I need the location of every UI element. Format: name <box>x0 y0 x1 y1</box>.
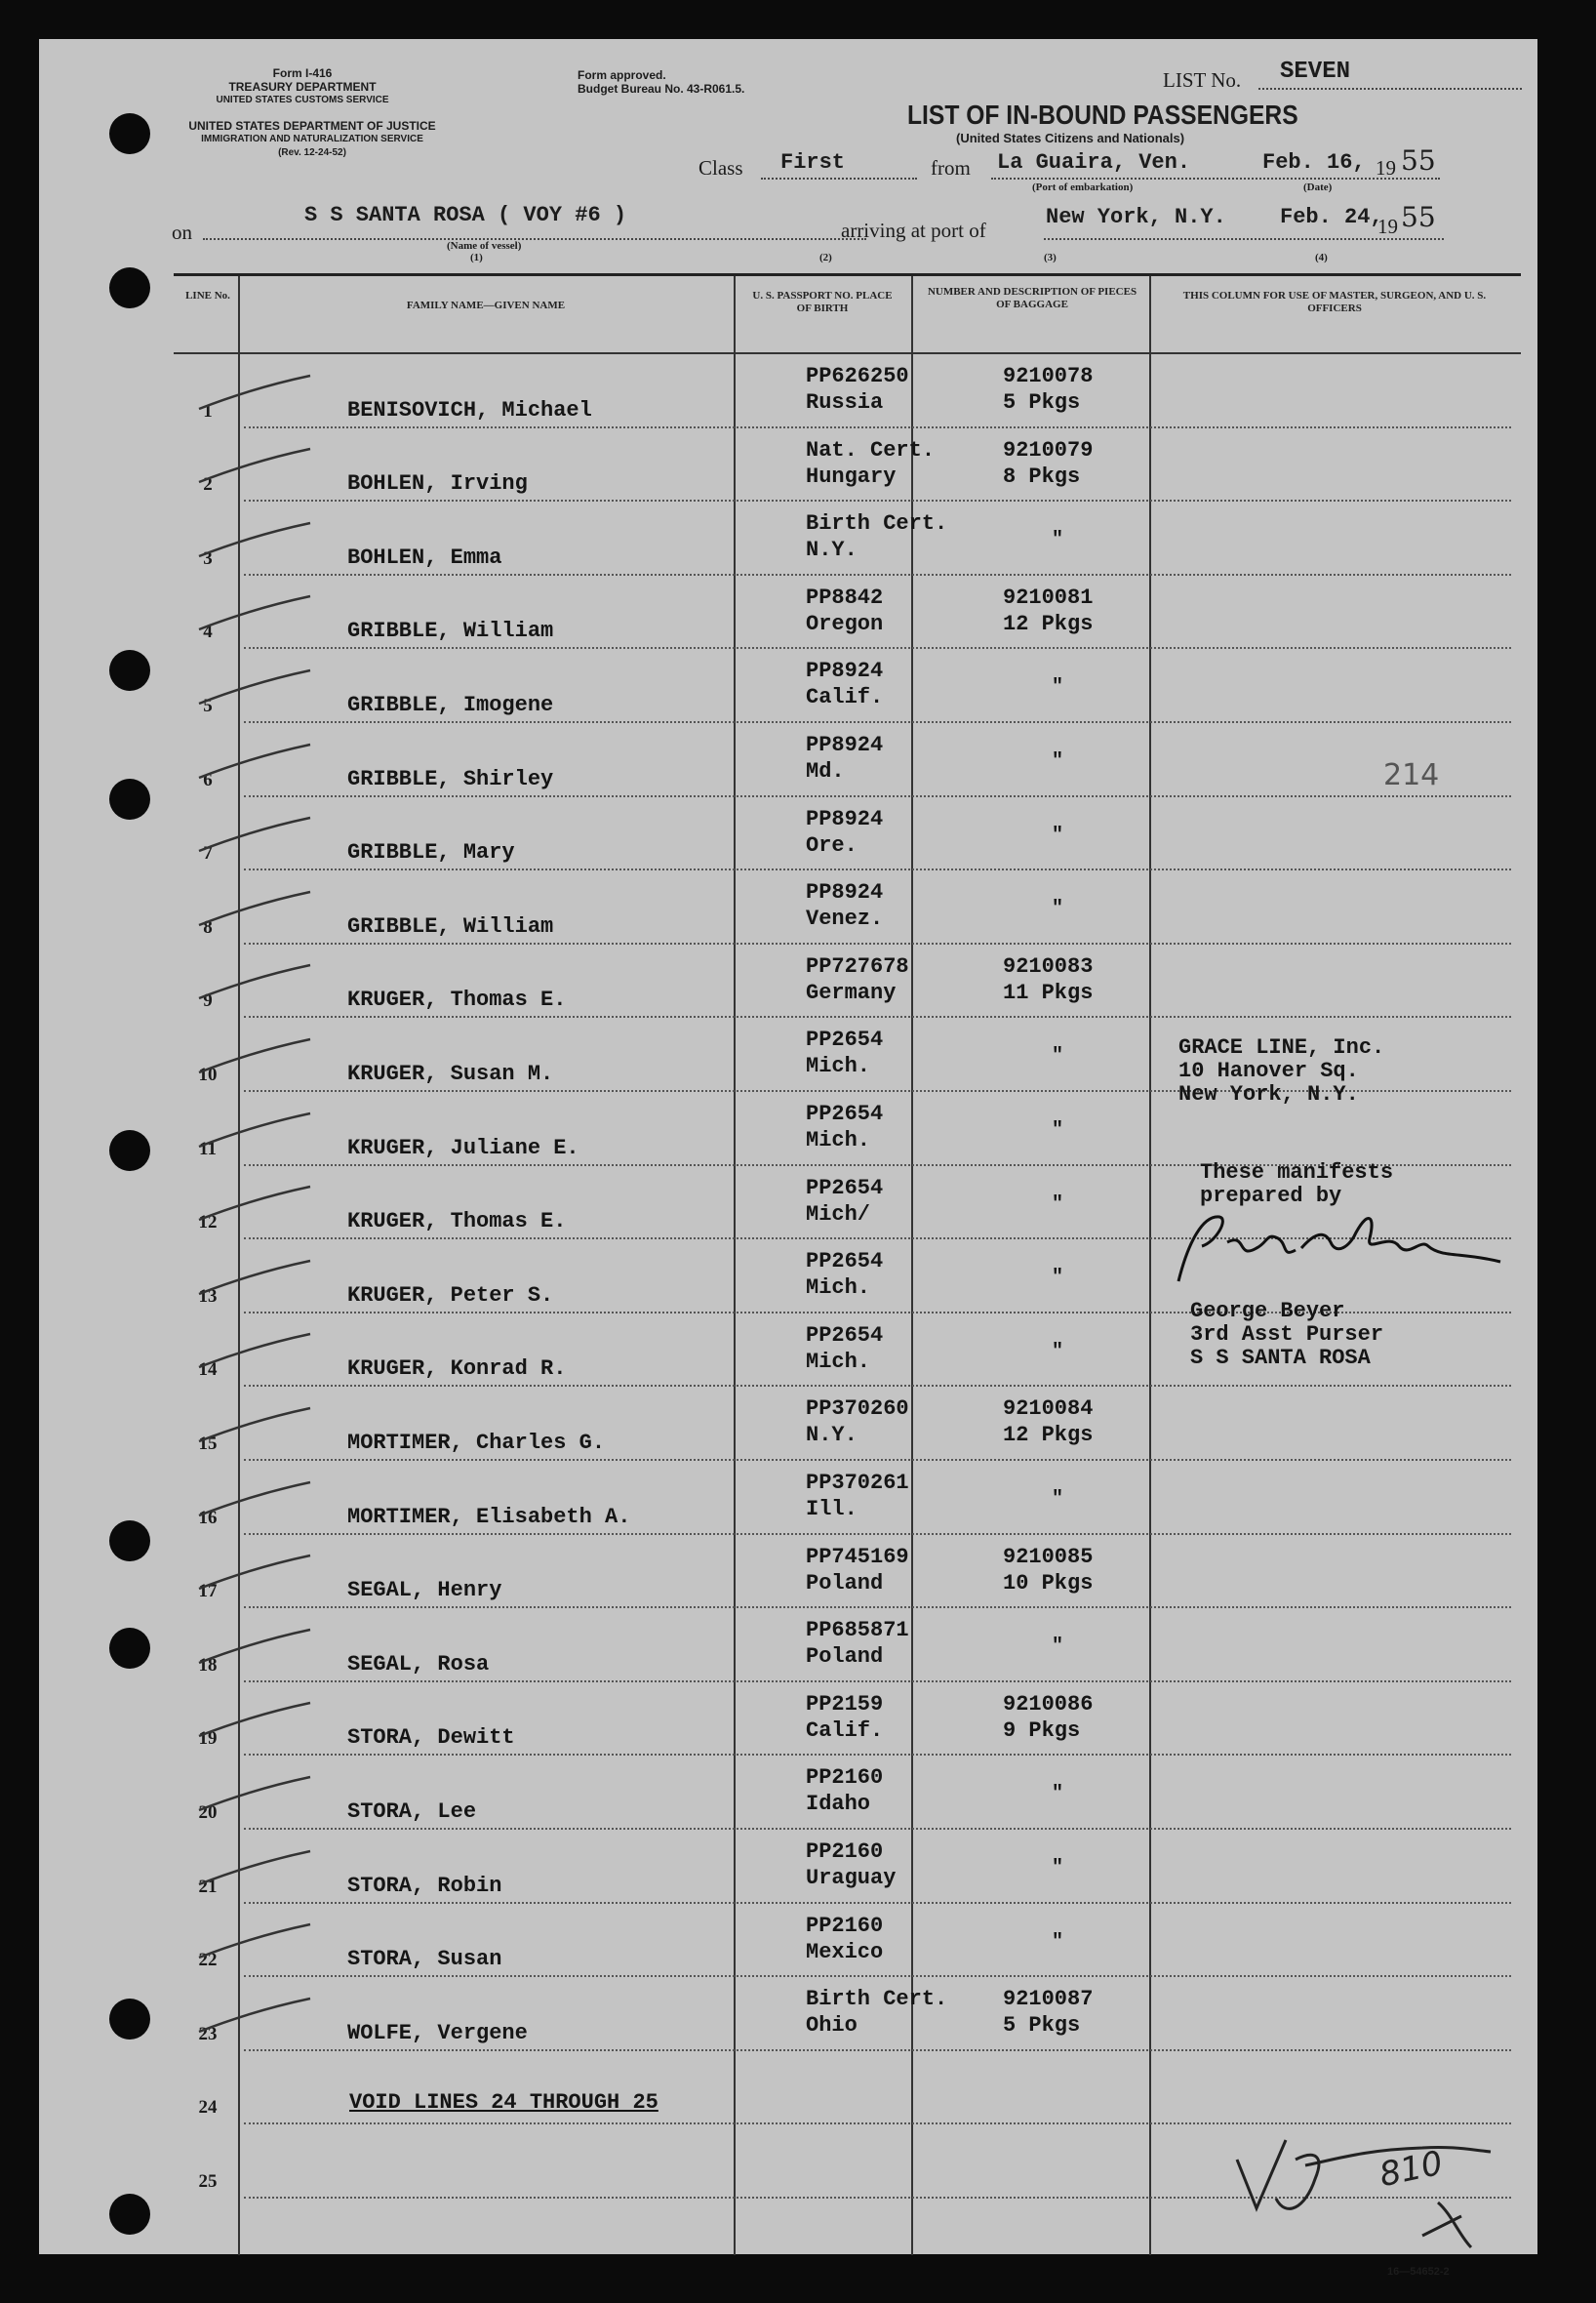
col1-caption: (1) <box>470 252 483 263</box>
inspector-check-mark <box>195 1771 312 1816</box>
baggage-number: 9210083 <box>1003 953 1094 979</box>
class-label: Class <box>698 156 743 180</box>
purser-title: 3rd Asst Purser <box>1190 1322 1384 1347</box>
col3-caption: (3) <box>1044 252 1057 263</box>
place-of-birth: Ill. <box>806 1497 858 1521</box>
line-number: 2 <box>203 474 213 496</box>
baggage-ditto: " <box>1052 1636 1064 1659</box>
place-of-birth: Mich/ <box>806 1201 871 1227</box>
baggage-pieces: 5 Pkgs <box>1003 2013 1081 2039</box>
col-header-line: LINE No. <box>185 290 230 302</box>
passenger-name: BOHLEN, Irving <box>347 471 528 497</box>
port-embarkation-caption: (Port of embarkation) <box>1032 182 1134 193</box>
baggage-number: 9210086 <box>1003 1691 1094 1717</box>
agency-block <box>176 66 429 107</box>
passport-number: PP8924 <box>806 659 884 684</box>
inspector-initials-mark <box>1227 2121 1510 2257</box>
line-number: 21 <box>198 1876 218 1897</box>
ins-service: IMMIGRATION AND NATURALIZATION SERVICE <box>201 134 423 144</box>
passenger-name: STORA, Lee <box>347 1798 477 1824</box>
inspector-check-mark <box>195 739 312 784</box>
vessel-caption: (Name of vessel) <box>447 240 522 252</box>
place-of-birth: Md. <box>806 759 845 784</box>
table-row <box>174 2051 1521 2125</box>
embarkation-year-prefix: 19 <box>1376 156 1396 180</box>
baggage-pieces: 8 Pkgs <box>1003 464 1081 489</box>
inspector-check-mark <box>195 1181 312 1226</box>
table-row <box>174 428 1521 503</box>
arriving-label: arriving at port of <box>841 219 986 242</box>
place-of-birth: Mich. <box>806 1128 871 1152</box>
place-of-birth: Mexico <box>806 1939 884 1964</box>
col-header-passport: U. S. PASSPORT NO. PLACE OF BIRTH <box>752 290 893 314</box>
passport-number: PP2654 <box>806 1249 884 1274</box>
baggage-ditto: " <box>1052 529 1064 552</box>
on-label: on <box>172 221 192 244</box>
passenger-name: KRUGER, Susan M. <box>347 1061 554 1086</box>
line-number: 10 <box>198 1064 218 1085</box>
line-number: 25 <box>198 2170 218 2192</box>
passport-number: PP2160 <box>806 1765 884 1791</box>
table-row <box>174 797 1521 871</box>
table-row <box>174 649 1521 723</box>
vessel-name: S S SANTA ROSA ( VOY #6 ) <box>304 203 627 227</box>
line-number: 17 <box>198 1581 218 1602</box>
baggage-ditto: " <box>1052 676 1064 700</box>
table-row <box>174 502 1521 576</box>
place-of-birth: Oregon <box>806 611 884 636</box>
list-label: LIST No. <box>1163 68 1242 92</box>
void-lines-note: VOID LINES 24 THROUGH 25 <box>349 2090 658 2116</box>
passenger-name: KRUGER, Peter S. <box>347 1282 554 1308</box>
inspector-check-mark <box>195 665 312 709</box>
passport-number: PP2654 <box>806 1102 884 1126</box>
binder-hole <box>109 2194 150 2235</box>
baggage-ditto: " <box>1052 1192 1064 1216</box>
passenger-name: MORTIMER, Elisabeth A. <box>347 1504 631 1529</box>
prepared-note-1: These manifests <box>1200 1160 1394 1185</box>
baggage-pieces: 10 Pkgs <box>1003 1570 1094 1596</box>
baggage-ditto: " <box>1052 1267 1064 1290</box>
form-approved: Form approved. <box>578 68 666 82</box>
line-number: 5 <box>203 695 213 716</box>
from-label: from <box>931 156 971 180</box>
agent-address: 10 Hanover Sq. <box>1178 1059 1359 1083</box>
binder-hole <box>109 1628 150 1669</box>
baggage-ditto: " <box>1052 1783 1064 1806</box>
baggage-pieces: 12 Pkgs <box>1003 611 1094 636</box>
passport-number: PP626250 <box>806 364 909 388</box>
table-row <box>174 1608 1521 1682</box>
line-number: 13 <box>198 1285 218 1307</box>
customs-service: UNITED STATES CUSTOMS SERVICE <box>216 95 389 105</box>
baggage-pieces: 9 Pkgs <box>1003 1717 1081 1743</box>
line-number: 9 <box>203 990 213 1012</box>
place-of-birth: Poland <box>806 1570 884 1596</box>
passport-number: PP8924 <box>806 733 884 757</box>
inspector-check-mark <box>195 1108 312 1152</box>
table-row <box>174 870 1521 945</box>
line-number: 16 <box>198 1507 218 1528</box>
class-value: First <box>780 150 846 175</box>
col-header-name: FAMILY NAME—GIVEN NAME <box>406 300 566 311</box>
passenger-name: STORA, Susan <box>347 1947 502 1972</box>
table-row <box>174 1830 1521 1904</box>
passenger-name: BENISOVICH, Michael <box>347 397 592 423</box>
line-number: 3 <box>203 547 213 569</box>
baggage-number: 9210084 <box>1003 1396 1094 1422</box>
place-of-birth: Idaho <box>806 1792 871 1817</box>
inspector-check-mark <box>195 1919 312 1963</box>
baggage-ditto: " <box>1052 824 1064 847</box>
passenger-name: KRUGER, Thomas E. <box>347 988 567 1013</box>
place-of-birth: Russia <box>806 390 884 415</box>
form-title: LIST OF IN-BOUND PASSENGERS <box>907 100 1298 130</box>
passenger-name: KRUGER, Thomas E. <box>347 1209 567 1234</box>
line-number: 24 <box>198 2097 218 2119</box>
line-number: 7 <box>203 843 213 865</box>
place-of-birth: Calif. <box>806 685 884 710</box>
place-of-birth: N.Y. <box>806 538 858 563</box>
justice-dept: UNITED STATES DEPARTMENT OF JUSTICE <box>188 119 436 133</box>
passport-number: Birth Cert. <box>806 1987 948 2012</box>
binder-hole <box>109 779 150 820</box>
baggage-ditto: " <box>1052 1930 1064 1954</box>
inspector-check-mark <box>195 443 312 488</box>
table-row <box>174 1756 1521 1830</box>
place-of-birth: Venez. <box>806 907 884 932</box>
arrival-date: Feb. 24, <box>1280 205 1383 229</box>
pencil-initials: 810 <box>1376 2143 1447 2196</box>
baggage-ditto: " <box>1052 1119 1064 1142</box>
table-row <box>174 576 1521 650</box>
line-number: 6 <box>203 769 213 790</box>
revision: (Rev. 12-24-52) <box>278 147 346 158</box>
line-number: 18 <box>198 1654 218 1676</box>
table-row <box>174 1387 1521 1461</box>
inspector-check-mark <box>195 1993 312 2038</box>
manifest-sheet <box>39 39 1537 2278</box>
form-subtitle: (United States Citizens and Nationals) <box>956 131 1185 145</box>
passport-number: Nat. Cert. <box>806 437 936 463</box>
line-number: 1 <box>203 400 213 422</box>
passport-number: PP727678 <box>806 953 909 979</box>
passenger-name: GRIBBLE, Imogene <box>347 692 554 717</box>
passport-number: PP2160 <box>806 1839 884 1864</box>
date-caption: (Date) <box>1303 182 1333 193</box>
inspector-check-mark <box>195 517 312 562</box>
passport-number: PP8842 <box>806 585 884 610</box>
line-number: 14 <box>198 1359 218 1381</box>
purser-ship: S S SANTA ROSA <box>1190 1346 1371 1370</box>
place-of-birth: Mich. <box>806 1275 871 1301</box>
arrival-year-prefix: 19 <box>1377 215 1398 238</box>
place-of-birth: N.Y. <box>806 1423 858 1448</box>
passport-number: PP2160 <box>806 1913 884 1938</box>
passenger-name: WOLFE, Vergene <box>347 2020 528 2045</box>
passport-number: PP8924 <box>806 806 884 831</box>
inspector-check-mark <box>195 590 312 635</box>
baggage-number: 9210081 <box>1003 585 1094 610</box>
line-number: 22 <box>198 1950 218 1971</box>
table-row <box>174 1682 1521 1757</box>
baggage-pieces: 11 Pkgs <box>1003 980 1094 1005</box>
passenger-table <box>174 273 1521 2255</box>
baggage-number: 9210078 <box>1003 364 1094 388</box>
binder-hole <box>109 1520 150 1561</box>
inspector-check-mark <box>195 959 312 1004</box>
passport-number: PP745169 <box>806 1544 909 1569</box>
table-row <box>174 1904 1521 1978</box>
embarkation-year: 55 <box>1401 144 1436 177</box>
passport-number: Birth Cert. <box>806 511 948 537</box>
budget-bureau: Budget Bureau No. 43-R061.5. <box>578 82 745 96</box>
list-number-line <box>1258 88 1522 90</box>
baggage-number: 9210087 <box>1003 1987 1094 2012</box>
baggage-ditto: " <box>1052 898 1064 921</box>
binder-hole <box>109 650 150 691</box>
class-line <box>761 178 917 180</box>
passenger-name: GRIBBLE, William <box>347 619 554 644</box>
line-number: 4 <box>203 622 213 643</box>
binder-hole <box>109 1999 150 2040</box>
arrival-year: 55 <box>1401 201 1436 233</box>
justice-block <box>166 119 459 160</box>
approval-block <box>578 68 744 96</box>
place-of-birth: Poland <box>806 1644 884 1670</box>
baggage-ditto: " <box>1052 1045 1064 1069</box>
form-number: Form I-416 <box>272 66 333 80</box>
passenger-name: GRIBBLE, William <box>347 913 554 939</box>
passenger-name: KRUGER, Juliane E. <box>347 1135 579 1160</box>
baggage-ditto: " <box>1052 1340 1064 1363</box>
embarkation-port: La Guaira, Ven. <box>997 150 1191 175</box>
place-of-birth: Mich. <box>806 1054 871 1079</box>
place-of-birth: Ore. <box>806 832 858 858</box>
inspector-check-mark <box>195 1328 312 1373</box>
table-row <box>174 723 1521 797</box>
passenger-name: KRUGER, Konrad R. <box>347 1356 567 1382</box>
place-of-birth: Ohio <box>806 2013 858 2039</box>
purser-signature <box>1159 1203 1510 1291</box>
list-number: SEVEN <box>1280 59 1351 85</box>
baggage-number: 9210085 <box>1003 1544 1094 1569</box>
arrival-port: New York, N.Y. <box>1046 205 1226 229</box>
table-row <box>174 945 1521 1019</box>
inspector-check-mark <box>195 812 312 857</box>
passport-number: PP685871 <box>806 1618 909 1643</box>
footer-code: 16—54652-2 <box>1387 2266 1450 2278</box>
line-number: 23 <box>198 2023 218 2044</box>
passenger-name: SEGAL, Henry <box>347 1578 502 1603</box>
inspector-check-mark <box>195 1697 312 1742</box>
line-number: 8 <box>203 916 213 938</box>
passenger-name: GRIBBLE, Mary <box>347 840 515 866</box>
binder-hole <box>109 267 150 308</box>
table-row <box>174 1461 1521 1535</box>
from-line <box>991 178 1440 180</box>
baggage-number: 9210079 <box>1003 437 1094 463</box>
line-number: 11 <box>199 1138 217 1159</box>
inspector-check-mark <box>195 1550 312 1595</box>
baggage-ditto: " <box>1052 1857 1064 1879</box>
inspector-check-mark <box>195 1476 312 1521</box>
purser-name: George Beyer <box>1190 1299 1345 1323</box>
passport-number: PP370260 <box>806 1396 909 1422</box>
col-header-baggage: NUMBER AND DESCRIPTION OF PIECES OF BAGGAGE <box>927 286 1137 310</box>
treasury-dept: TREASURY DEPARTMENT <box>228 80 377 94</box>
embarkation-date: Feb. 16, <box>1262 150 1366 175</box>
passenger-name: BOHLEN, Emma <box>347 545 502 570</box>
col2-caption: (2) <box>819 252 832 263</box>
place-of-birth: Germany <box>806 980 897 1005</box>
passport-number: PP2654 <box>806 1175 884 1200</box>
baggage-pieces: 12 Pkgs <box>1003 1423 1094 1448</box>
binder-hole <box>109 113 150 154</box>
baggage-ditto: " <box>1052 1488 1064 1511</box>
passenger-name: STORA, Robin <box>347 1873 502 1898</box>
line-number: 15 <box>198 1433 218 1454</box>
col4-caption: (4) <box>1315 252 1328 263</box>
passport-number: PP8924 <box>806 880 884 906</box>
baggage-ditto: " <box>1052 750 1064 773</box>
agent-name: GRACE LINE, Inc. <box>1178 1035 1385 1060</box>
passenger-name: STORA, Dewitt <box>347 1725 515 1751</box>
arrival-line <box>1044 238 1444 240</box>
passport-number: PP2654 <box>806 1322 884 1348</box>
passenger-name: GRIBBLE, Shirley <box>347 766 554 791</box>
line-number: 20 <box>198 1801 218 1823</box>
place-of-birth: Calif. <box>806 1717 884 1743</box>
inspector-check-mark <box>195 370 312 415</box>
line-number: 19 <box>198 1728 218 1750</box>
place-of-birth: Mich. <box>806 1349 871 1374</box>
prepared-note-2: prepared by <box>1200 1184 1342 1208</box>
binder-hole <box>109 1130 150 1171</box>
col-header-officers: THIS COLUMN FOR USE OF MASTER, SURGEON, AND U. S. OFFICERS <box>1182 290 1487 314</box>
line-number: 12 <box>198 1212 218 1233</box>
table-row <box>174 354 1521 428</box>
place-of-birth: Hungary <box>806 464 897 489</box>
passenger-name: MORTIMER, Charles G. <box>347 1430 606 1455</box>
table-row <box>174 1977 1521 2051</box>
table-row <box>174 1535 1521 1609</box>
inspector-check-mark <box>195 1845 312 1890</box>
passport-number: PP2159 <box>806 1691 884 1717</box>
place-of-birth: Uraguay <box>806 1866 897 1890</box>
inspector-check-mark <box>195 1033 312 1078</box>
passport-number: PP370261 <box>806 1471 909 1495</box>
agent-city: New York, N.Y. <box>1178 1082 1359 1107</box>
vessel-line <box>203 238 866 240</box>
inspector-check-mark <box>195 1255 312 1300</box>
passport-number: PP2654 <box>806 1028 884 1053</box>
inspector-check-mark <box>195 886 312 931</box>
passenger-name: SEGAL, Rosa <box>347 1651 490 1677</box>
inspector-check-mark <box>195 1402 312 1447</box>
inspector-check-mark <box>195 1624 312 1669</box>
baggage-pieces: 5 Pkgs <box>1003 390 1081 415</box>
pencil-mark: 214 <box>1383 758 1440 792</box>
